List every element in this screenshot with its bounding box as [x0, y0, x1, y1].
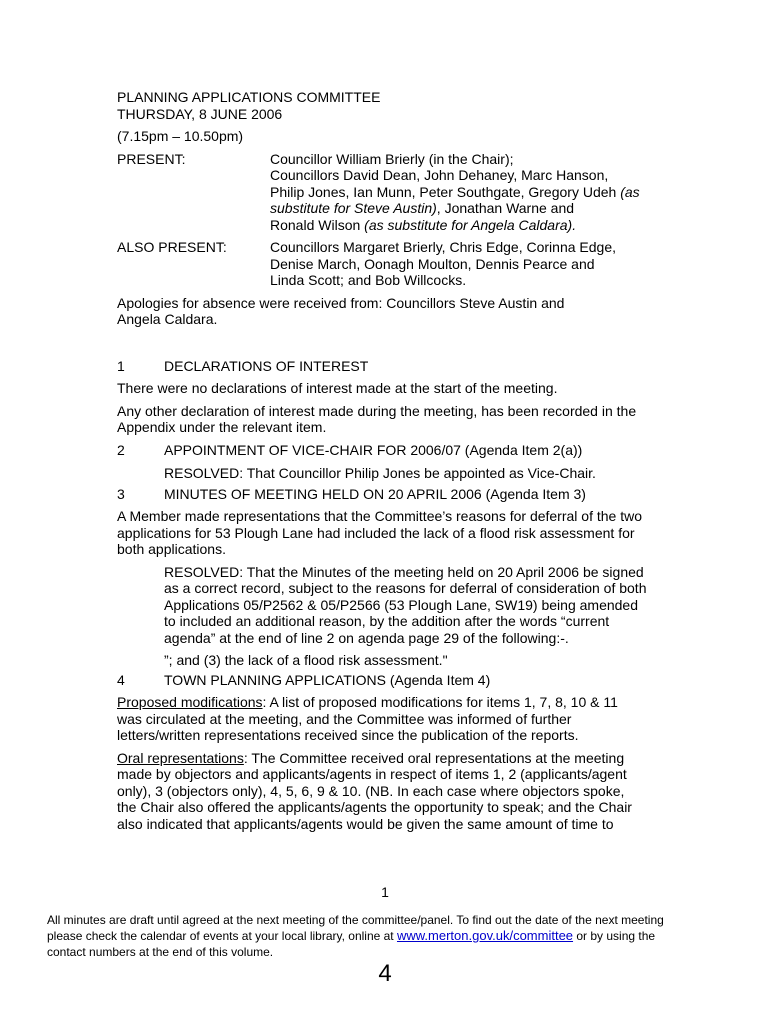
item-4	[117, 672, 697, 833]
present-list	[270, 151, 697, 234]
item-heading: 1 DECLARATIONS OF INTEREST	[117, 357, 369, 374]
oral-representations-heading: Oral representations	[117, 749, 244, 766]
also-present-label: ALSO PRESENT:	[117, 239, 227, 255]
footer-note: All minutes are draft until agreed at the next meeting of the committee/panel. To find out the date of the next meeting please check the calendar of events at your local library, online at www.merton.gov.uk/committee or by using the contact numbers at the end of this volume.	[47, 913, 664, 959]
item-heading: 2 APPOINTMENT OF VICE-CHAIR FOR 2006/07 (Agenda Item 2(a))	[117, 441, 583, 458]
present-line: Councillors David Dean, John Dehaney, Marc Hanson,	[270, 167, 609, 183]
also-present-list	[270, 239, 697, 289]
present-label: PRESENT:	[117, 150, 186, 167]
meeting-header	[117, 89, 697, 145]
item-heading: 4 TOWN PLANNING APPLICATIONS (Agenda Item 4)	[117, 671, 491, 688]
present-line: Philip Jones, Ian Munn, Peter Southgate, Gregory Udeh (as	[270, 183, 640, 200]
present-line: substitute for Steve Austin), Jonathan Warne and	[270, 200, 575, 216]
proposed-modifications-heading: Proposed modifications	[117, 694, 263, 710]
item-1	[117, 358, 697, 436]
merton-committee-link[interactable]: www.merton.gov.uk/committee	[396, 928, 574, 943]
item-paragraph: Any other declaration of interest made during the meeting, has been recorded in the Appendix under the relevant item.	[117, 402, 637, 435]
oral-representations-paragraph: Oral representations: The Committee received oral representations at the meeting made by objectors and applicants/agents in respect of items 1, 2 (applicants/agent only), 3 (objectors only), 4, 5, 6, 9 & 10. (NB. In each case where objectors spoke, the Chair also offered the applicants/agents the opportunity to speak; and the Chair also indicated that applicants/agents would be given the same amount of time to	[117, 749, 632, 832]
document-page-number: 4	[378, 960, 392, 987]
present-line: Ronald Wilson (as substitute for Angela Caldara).	[270, 216, 577, 233]
item-3	[117, 486, 697, 669]
item-2	[117, 442, 697, 482]
proposed-modifications-paragraph: Proposed modifications: A list of proposed modifications for items 1, 7, 8, 10 & 11 was circulated at the meeting, and the Committee was informed of further letters/written representations received since the publication of the reports.	[117, 694, 618, 743]
minutes-body	[117, 89, 697, 832]
resolution: RESOLVED: That the Minutes of the meeting held on 20 April 2006 be signed as a correct record, subject to the reasons for deferral of consideration of both Applications 05/P2562 & 05/P2566 (53 Plough Lane, SW19) being amended to included an additional reason, by the addition after the words “current agenda” at the end of line 2 on agenda page 29 of the following:-. ”; and (3) the lack of a flood risk assessment."	[164, 563, 647, 668]
also-present-section	[117, 239, 697, 289]
committee-title: PLANNING APPLICATIONS COMMITTEE	[117, 89, 381, 105]
present-line: Councillor William Brierly (in the Chair);	[270, 150, 514, 167]
also-present-line: Councillors Margaret Brierly, Chris Edge, Corinna Edge,	[270, 239, 616, 255]
meeting-time: (7.15pm – 10.50pm)	[117, 128, 244, 144]
present-section	[117, 151, 697, 234]
meeting-date: THURSDAY, 8 JUNE 2006	[117, 105, 283, 122]
page-number: 1	[381, 884, 389, 900]
apologies-paragraph: Apologies for absence were received from: Councillors Steve Austin and Angela Caldara.	[117, 294, 565, 327]
item-heading: 3 MINUTES OF MEETING HELD ON 20 APRIL 2006 (Agenda Item 3)	[117, 485, 586, 502]
item-paragraph: A Member made representations that the Committee’s reasons for deferral of the two applications for 53 Plough Lane had included the lack of a flood risk assessment for both applications.	[117, 508, 642, 557]
also-present-line: Linda Scott; and Bob Willcocks.	[270, 272, 467, 288]
also-present-line: Denise March, Oonagh Moulton, Dennis Pearce and	[270, 255, 595, 272]
item-paragraph: There were no declarations of interest made at the start of the meeting.	[117, 380, 558, 396]
resolution: RESOLVED: That Councillor Philip Jones be appointed as Vice-Chair.	[164, 465, 596, 481]
